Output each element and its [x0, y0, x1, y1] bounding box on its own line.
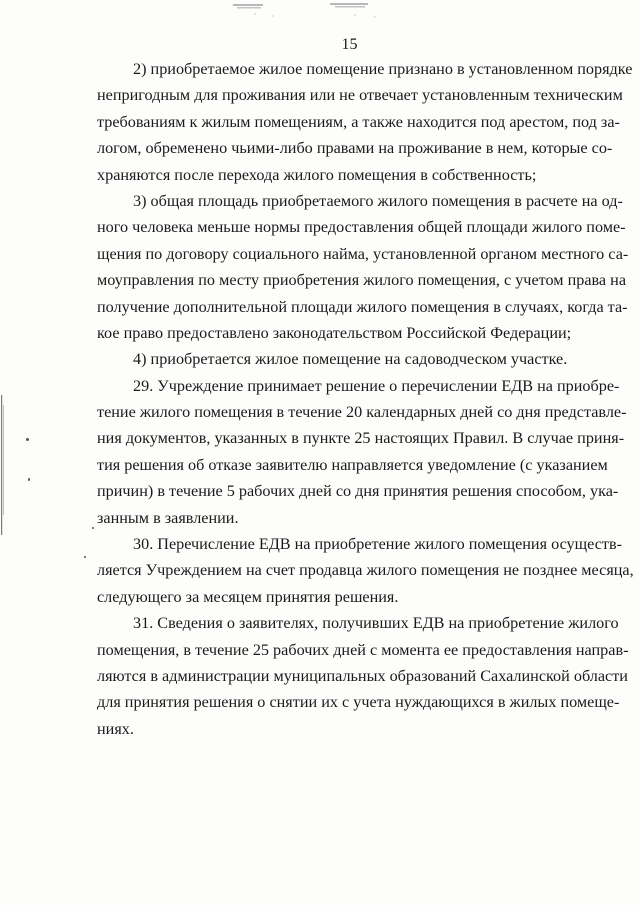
text-line: получение дополнительной площади жилого помещения в случаях, когда та- [97, 297, 628, 316]
text-line: кое право предоставлено законодательством Российской Федерации; [97, 323, 572, 342]
text-line: ляется Учреждением на счет продавца жилого помещения не позднее месяца, [97, 561, 634, 580]
paragraph-item-2 [97, 56, 633, 188]
page-number: 15 [341, 36, 358, 53]
paragraph-item-3 [97, 188, 629, 346]
text-line: ного человека меньше нормы предоставления общей площади жилого поме- [97, 218, 626, 237]
text-line: помещения, в течение 25 рабочих дней с момента ее предоставления направ- [97, 640, 629, 659]
text-line: тение жилого помещения в течение 20 календарных дней со дня представле- [97, 403, 627, 422]
body-text [97, 56, 634, 742]
text-line: 2) приобретаемое жилое помещение признано в установленном порядке [133, 60, 633, 78]
binding-edge-mark [0, 395, 6, 535]
text-line: моуправления по месту приобретения жилого помещения, с учетом права на [97, 271, 627, 290]
scan-speck [28, 478, 30, 481]
text-line: требованиям к жилым помещениям, а также находится под арестом, под за- [97, 112, 620, 131]
paragraph-clause-31 [97, 610, 629, 742]
scan-speck [84, 556, 86, 558]
text-line: щения по договору социального найма, установленной органом местного са- [97, 244, 629, 263]
text-line: следующего за месяцем принятия решения. [97, 587, 399, 606]
text-line: непригодным для проживания или не отвечает установленным техническим [97, 86, 623, 105]
paragraph-clause-30 [97, 531, 634, 610]
scan-artifact-top [225, 0, 395, 22]
scan-speck [26, 438, 29, 441]
scan-speck [92, 527, 94, 529]
text-line: 3) общая площадь приобретаемого жилого помещения в расчете на од- [133, 191, 623, 210]
text-line: 29. Учреждение принимает решение о перечислении ЕДВ на приобре- [133, 376, 620, 395]
text-line: ниях. [97, 719, 134, 738]
text-line: храняются после перехода жилого помещения в собственность; [97, 165, 537, 184]
text-line: для принятия решения о снятии их с учета нуждающихся в жилых помеще- [97, 693, 620, 712]
text-line: 31. Сведения о заявителях, получивших ЕДВ на приобретение жилого [133, 614, 619, 633]
text-line: ляются в администрации муниципальных образований Сахалинской области [97, 666, 628, 685]
paragraph-item-4 [97, 346, 595, 372]
text-line: 4) приобретается жилое помещение на садоводческом участке. [133, 350, 568, 369]
text-line: занным в заявлении. [97, 508, 239, 527]
text-line: причин) в течение 5 рабочих дней со дня принятия решения способом, ука- [97, 482, 619, 501]
text-line: логом, обременено чьими-либо правами на проживание в нем, которые со- [97, 139, 613, 158]
text-line: 30. Перечисление ЕДВ на приобретение жилого помещения осуществ- [133, 535, 622, 554]
text-line: тия решения об отказе заявителю направляется уведомление (с указанием [97, 455, 608, 474]
paragraph-clause-29 [97, 373, 627, 531]
text-line: ния документов, указанных в пункте 25 настоящих Правил. В случае приня- [97, 429, 625, 448]
